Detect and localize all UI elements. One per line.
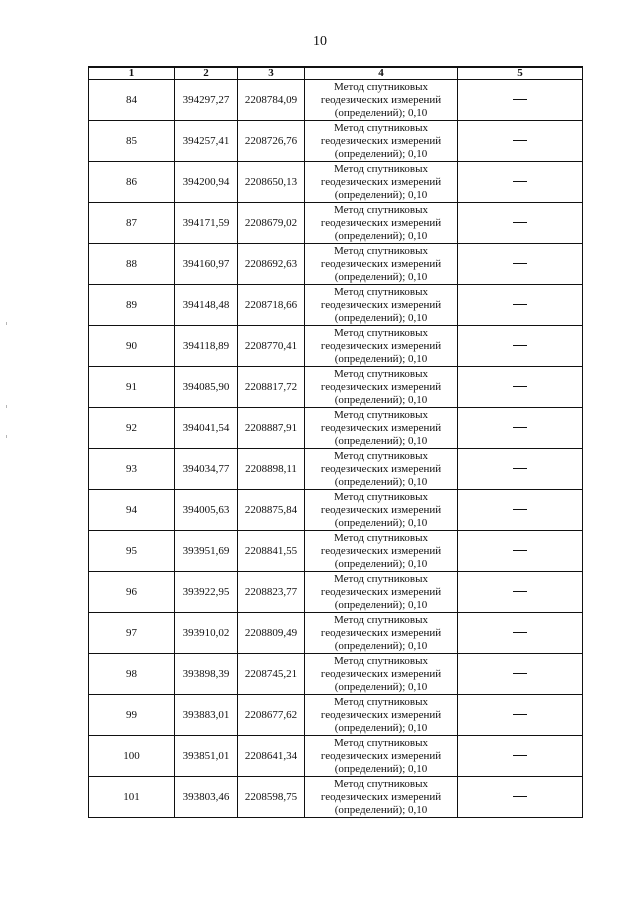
description-cell — [458, 777, 583, 818]
y-coordinate-cell: 2208679,02 — [238, 203, 305, 244]
x-coordinate-cell: 393898,39 — [175, 654, 238, 695]
point-number-cell: 84 — [89, 80, 175, 121]
method-line: (определений); 0,10 — [334, 393, 428, 406]
x-coordinate-cell: 394085,90 — [175, 367, 238, 408]
method-line: геодезических измерений — [320, 544, 442, 557]
point-number-cell: 93 — [89, 449, 175, 490]
header-cell: 2 — [175, 67, 238, 80]
x-coordinate-cell: 393851,01 — [175, 736, 238, 777]
dash-mark — [513, 468, 527, 469]
dash-mark — [513, 304, 527, 305]
dash-mark — [513, 345, 527, 346]
method-line: Метод спутниковых — [334, 285, 428, 298]
y-coordinate-cell: 2208718,66 — [238, 285, 305, 326]
method-line: (определений); 0,10 — [334, 434, 428, 447]
method-line: (определений); 0,10 — [334, 311, 428, 324]
dash-mark — [513, 632, 527, 633]
y-coordinate-cell: 2208823,77 — [238, 572, 305, 613]
method-line: Метод спутниковых — [334, 244, 428, 257]
table-row — [89, 572, 583, 613]
method-line: Метод спутниковых — [334, 613, 428, 626]
method-line: Метод спутниковых — [334, 203, 428, 216]
method-cell — [305, 490, 458, 531]
method-line: геодезических измерений — [320, 749, 442, 762]
method-line: геодезических измерений — [320, 667, 442, 680]
method-line: геодезических измерений — [320, 216, 442, 229]
dash-mark — [513, 714, 527, 715]
point-number-cell: 95 — [89, 531, 175, 572]
x-coordinate-cell: 394148,48 — [175, 285, 238, 326]
dash-mark — [513, 509, 527, 510]
x-coordinate-cell: 393803,46 — [175, 777, 238, 818]
header-cell: 1 — [89, 67, 175, 80]
method-cell — [305, 613, 458, 654]
table-row — [89, 367, 583, 408]
x-coordinate-cell: 394257,41 — [175, 121, 238, 162]
table-row — [89, 408, 583, 449]
point-number-cell: 85 — [89, 121, 175, 162]
method-line: геодезических измерений — [320, 503, 442, 516]
x-coordinate-cell: 394118,89 — [175, 326, 238, 367]
method-line: геодезических измерений — [320, 93, 442, 106]
table-row — [89, 244, 583, 285]
table-row — [89, 449, 583, 490]
point-number-cell: 101 — [89, 777, 175, 818]
description-cell — [458, 736, 583, 777]
point-number-cell: 98 — [89, 654, 175, 695]
method-cell — [305, 408, 458, 449]
description-cell — [458, 203, 583, 244]
description-cell — [458, 121, 583, 162]
description-cell — [458, 408, 583, 449]
y-coordinate-cell: 2208677,62 — [238, 695, 305, 736]
y-coordinate-cell: 2208726,76 — [238, 121, 305, 162]
method-line: геодезических измерений — [320, 462, 442, 475]
method-line: геодезических измерений — [320, 708, 442, 721]
scan-edge-mark — [6, 435, 7, 438]
dash-mark — [513, 427, 527, 428]
y-coordinate-cell: 2208598,75 — [238, 777, 305, 818]
point-number-cell: 94 — [89, 490, 175, 531]
method-line: Метод спутниковых — [334, 572, 428, 585]
method-cell — [305, 367, 458, 408]
y-coordinate-cell: 2208841,55 — [238, 531, 305, 572]
method-line: (определений); 0,10 — [334, 188, 428, 201]
method-line: (определений); 0,10 — [334, 270, 428, 283]
table-row — [89, 490, 583, 531]
method-cell — [305, 203, 458, 244]
method-line: (определений); 0,10 — [334, 721, 428, 734]
table-row — [89, 695, 583, 736]
dash-mark — [513, 673, 527, 674]
dash-mark — [513, 591, 527, 592]
description-cell — [458, 531, 583, 572]
method-line: геодезических измерений — [320, 626, 442, 639]
dash-mark — [513, 550, 527, 551]
method-line: Метод спутниковых — [334, 121, 428, 134]
dash-mark — [513, 796, 527, 797]
method-line: (определений); 0,10 — [334, 639, 428, 652]
method-line: (определений); 0,10 — [334, 147, 428, 160]
method-line: Метод спутниковых — [334, 490, 428, 503]
table-row — [89, 121, 583, 162]
table-row — [89, 531, 583, 572]
y-coordinate-cell: 2208770,41 — [238, 326, 305, 367]
method-line: (определений); 0,10 — [334, 803, 428, 816]
method-line: геодезических измерений — [320, 298, 442, 311]
method-cell — [305, 326, 458, 367]
point-number-cell: 89 — [89, 285, 175, 326]
header-cell: 3 — [238, 67, 305, 80]
point-number-cell: 86 — [89, 162, 175, 203]
table-row — [89, 162, 583, 203]
method-cell — [305, 777, 458, 818]
method-cell — [305, 572, 458, 613]
x-coordinate-cell: 393951,69 — [175, 531, 238, 572]
description-cell — [458, 367, 583, 408]
method-line: Метод спутниковых — [334, 777, 428, 790]
table-row — [89, 203, 583, 244]
point-number-cell: 99 — [89, 695, 175, 736]
description-cell — [458, 285, 583, 326]
method-line: Метод спутниковых — [334, 695, 428, 708]
page-number: 10 — [313, 34, 327, 49]
method-line: геодезических измерений — [320, 380, 442, 393]
point-number-cell: 92 — [89, 408, 175, 449]
coordinates-table — [88, 66, 583, 818]
x-coordinate-cell: 394034,77 — [175, 449, 238, 490]
description-cell — [458, 654, 583, 695]
method-line: Метод спутниковых — [334, 736, 428, 749]
method-line: геодезических измерений — [320, 134, 442, 147]
x-coordinate-cell: 394200,94 — [175, 162, 238, 203]
method-cell — [305, 695, 458, 736]
method-cell — [305, 285, 458, 326]
y-coordinate-cell: 2208745,21 — [238, 654, 305, 695]
method-line: Метод спутниковых — [334, 80, 428, 93]
method-line: (определений); 0,10 — [334, 598, 428, 611]
x-coordinate-cell: 394297,27 — [175, 80, 238, 121]
scan-edge-mark — [6, 322, 7, 325]
method-line: геодезических измерений — [320, 175, 442, 188]
y-coordinate-cell: 2208887,91 — [238, 408, 305, 449]
description-cell — [458, 572, 583, 613]
table-row — [89, 777, 583, 818]
point-number-cell: 87 — [89, 203, 175, 244]
method-cell — [305, 162, 458, 203]
description-cell — [458, 162, 583, 203]
point-number-cell: 97 — [89, 613, 175, 654]
x-coordinate-cell: 394005,63 — [175, 490, 238, 531]
method-line: Метод спутниковых — [334, 408, 428, 421]
method-line: Метод спутниковых — [334, 162, 428, 175]
x-coordinate-cell: 393922,95 — [175, 572, 238, 613]
description-cell — [458, 244, 583, 285]
dash-mark — [513, 99, 527, 100]
method-line: (определений); 0,10 — [334, 229, 428, 242]
y-coordinate-cell: 2208898,11 — [238, 449, 305, 490]
method-cell — [305, 531, 458, 572]
header-cell: 5 — [458, 67, 583, 80]
method-cell — [305, 449, 458, 490]
dash-mark — [513, 263, 527, 264]
y-coordinate-cell: 2208784,09 — [238, 80, 305, 121]
scan-edge-mark — [6, 405, 7, 408]
method-line: (определений); 0,10 — [334, 762, 428, 775]
dash-mark — [513, 181, 527, 182]
dash-mark — [513, 222, 527, 223]
y-coordinate-cell: 2208875,84 — [238, 490, 305, 531]
description-cell — [458, 80, 583, 121]
method-line: геодезических измерений — [320, 421, 442, 434]
y-coordinate-cell: 2208650,13 — [238, 162, 305, 203]
description-cell — [458, 490, 583, 531]
point-number-cell: 88 — [89, 244, 175, 285]
method-cell — [305, 654, 458, 695]
method-line: Метод спутниковых — [334, 367, 428, 380]
y-coordinate-cell: 2208692,63 — [238, 244, 305, 285]
table-row — [89, 326, 583, 367]
dash-mark — [513, 140, 527, 141]
table-row — [89, 80, 583, 121]
point-number-cell: 91 — [89, 367, 175, 408]
x-coordinate-cell: 394171,59 — [175, 203, 238, 244]
x-coordinate-cell: 393910,02 — [175, 613, 238, 654]
method-cell — [305, 736, 458, 777]
method-line: геодезических измерений — [320, 257, 442, 270]
method-line: (определений); 0,10 — [334, 106, 428, 119]
method-line: (определений); 0,10 — [334, 352, 428, 365]
description-cell — [458, 613, 583, 654]
point-number-cell: 96 — [89, 572, 175, 613]
table-header-row — [89, 67, 583, 80]
y-coordinate-cell: 2208641,34 — [238, 736, 305, 777]
x-coordinate-cell: 394041,54 — [175, 408, 238, 449]
dash-mark — [513, 755, 527, 756]
method-line: геодезических измерений — [320, 339, 442, 352]
method-line: (определений); 0,10 — [334, 516, 428, 529]
method-line: Метод спутниковых — [334, 449, 428, 462]
table-row — [89, 285, 583, 326]
description-cell — [458, 449, 583, 490]
y-coordinate-cell: 2208817,72 — [238, 367, 305, 408]
point-number-cell: 90 — [89, 326, 175, 367]
method-line: Метод спутниковых — [334, 654, 428, 667]
point-number-cell: 100 — [89, 736, 175, 777]
method-line: Метод спутниковых — [334, 531, 428, 544]
x-coordinate-cell: 393883,01 — [175, 695, 238, 736]
dash-mark — [513, 386, 527, 387]
x-coordinate-cell: 394160,97 — [175, 244, 238, 285]
header-cell: 4 — [305, 67, 458, 80]
method-line: Метод спутниковых — [334, 326, 428, 339]
description-cell — [458, 695, 583, 736]
table-row — [89, 613, 583, 654]
method-line: (определений); 0,10 — [334, 680, 428, 693]
description-cell — [458, 326, 583, 367]
method-cell — [305, 80, 458, 121]
method-line: (определений); 0,10 — [334, 475, 428, 488]
method-line: (определений); 0,10 — [334, 557, 428, 570]
method-cell — [305, 244, 458, 285]
method-line: геодезических измерений — [320, 585, 442, 598]
table-row — [89, 654, 583, 695]
y-coordinate-cell: 2208809,49 — [238, 613, 305, 654]
method-line: геодезических измерений — [320, 790, 442, 803]
method-cell — [305, 121, 458, 162]
table-row — [89, 736, 583, 777]
